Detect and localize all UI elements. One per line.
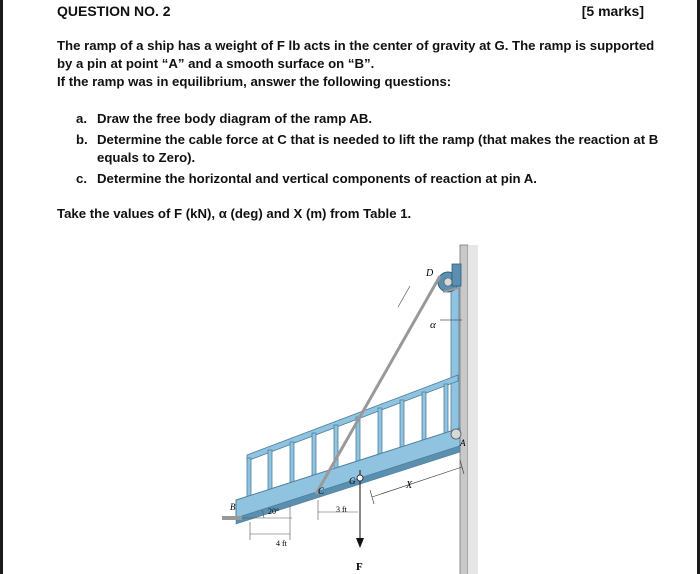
alpha-ref-line bbox=[398, 286, 410, 307]
label-c: C bbox=[318, 486, 325, 496]
question-marker: c. bbox=[76, 171, 87, 186]
force-f-arrowhead bbox=[356, 538, 364, 548]
problem-instruction: If the ramp was in equilibrium, answer the following questions: bbox=[57, 74, 452, 89]
ship-wall bbox=[460, 245, 468, 574]
center-of-gravity-g bbox=[357, 475, 363, 481]
question-marker: b. bbox=[76, 132, 88, 147]
label-f: F bbox=[356, 561, 363, 573]
question-marker: a. bbox=[76, 111, 87, 126]
label-a: A bbox=[460, 438, 466, 448]
smooth-surface-b bbox=[222, 516, 242, 520]
dim-4ft-label: 4 ft bbox=[276, 539, 287, 548]
angle-label: 20° bbox=[268, 507, 280, 516]
dim-3ft-label: 3 ft bbox=[336, 505, 347, 514]
wall-shade bbox=[468, 245, 478, 574]
label-x: X bbox=[406, 480, 413, 491]
question-text: Draw the free body diagram of the ramp AB. bbox=[97, 111, 373, 126]
x-dim-tick-left bbox=[370, 490, 374, 504]
pulley-bracket bbox=[452, 264, 461, 286]
label-alpha: α bbox=[430, 319, 436, 331]
upper-post bbox=[451, 284, 459, 449]
question-text: Determine the horizontal and vertical components of reaction at pin A. bbox=[97, 171, 537, 186]
label-d: D bbox=[426, 268, 434, 279]
label-g: G bbox=[349, 476, 356, 486]
question-title: QUESTION NO. 2 bbox=[57, 3, 171, 19]
marks-label: [5 marks] bbox=[581, 3, 644, 19]
question-text: Determine the cable force at C that is needed to lift the ramp (that makes the reaction at B equals to Zero). bbox=[97, 132, 659, 165]
pulley-hub bbox=[444, 278, 452, 286]
take-values-text: Take the values of F (kN), α (deg) and X (m) from Table 1. bbox=[57, 206, 412, 221]
problem-text: The ramp of a ship has a weight of F lb acts in the center of gravity at G. The ramp is supported by a pin at point “A” and a smooth surface on “B”. bbox=[57, 38, 655, 71]
label-b: B bbox=[230, 502, 236, 512]
